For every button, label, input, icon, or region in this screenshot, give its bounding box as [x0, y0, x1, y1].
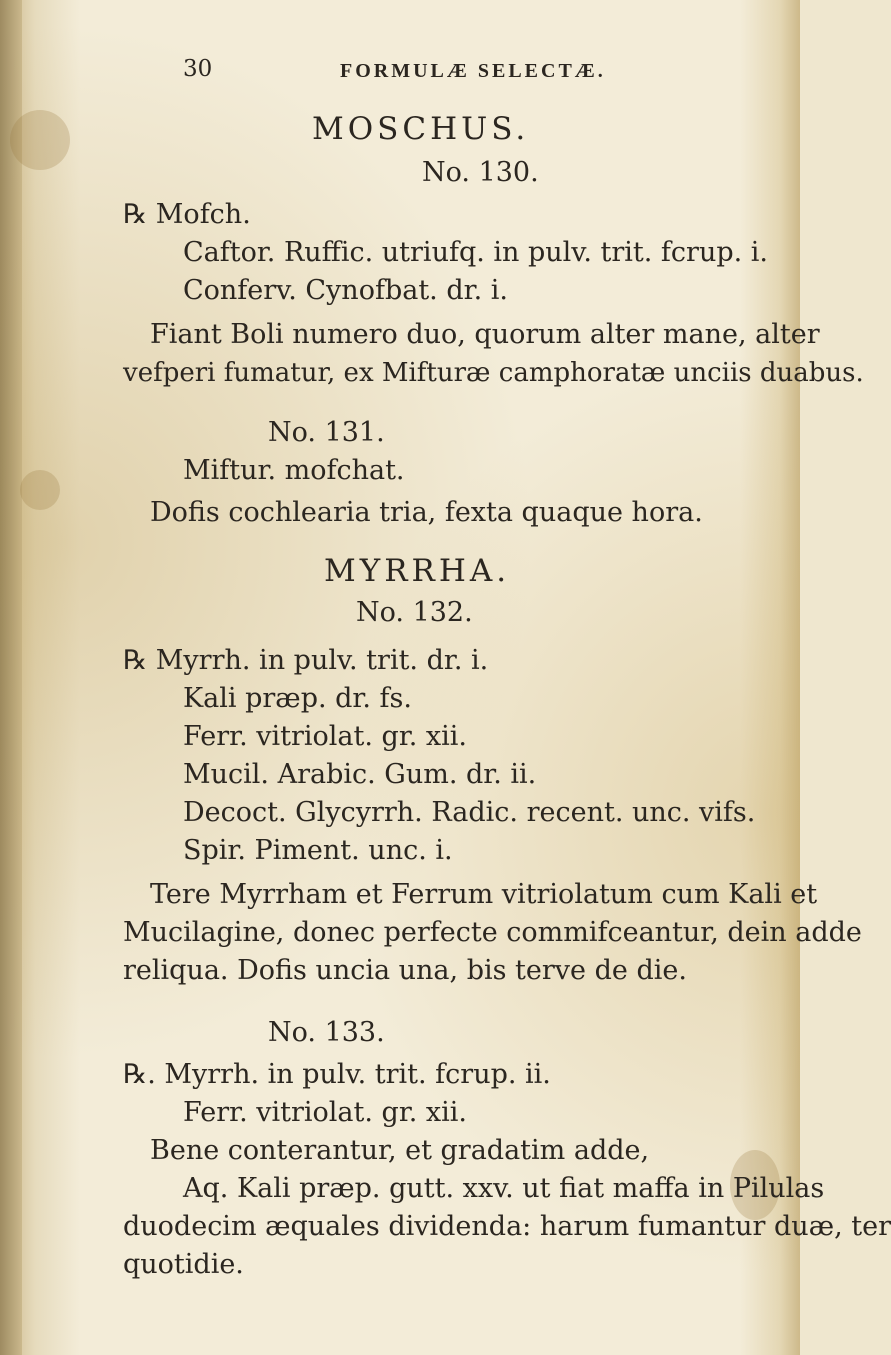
- page-number: 30: [183, 56, 213, 82]
- section-heading-moschus: MOSCHUS.: [312, 111, 530, 147]
- recipe-line: Mucil. Arabic. Gum. dr. ii.: [183, 759, 537, 790]
- recipe-line: ℞ Myrrh. in pulv. trit. dr. i.: [123, 645, 489, 676]
- recipe-line: Ferr. vitriolat. gr. xii.: [183, 1097, 468, 1128]
- recipe-text: Mucilagine, donec perfecte commifceantur, dein adde: [123, 917, 862, 948]
- recipe-line: Decoct. Glycyrrh. Radic. recent. unc. vifs.: [183, 797, 756, 828]
- recipe-text: vefperi fumatur, ex Mifturæ camphoratæ unciis duabus.: [123, 358, 864, 388]
- page-gutter-shadow: [0, 0, 22, 1355]
- paper-stain: [20, 470, 60, 510]
- recipe-line: Caftor. Ruffic. utriufq. in pulv. trit. fcrup. i.: [183, 237, 769, 268]
- recipe-text: reliqua. Dofis uncia una, bis terve de die.: [123, 955, 687, 986]
- recipe-number: No. 132.: [356, 597, 473, 628]
- paper-stain: [10, 110, 70, 170]
- recipe-line: Spir. Piment. unc. i.: [183, 835, 453, 866]
- section-heading-myrrha: MYRRHA.: [324, 553, 511, 589]
- recipe-text: Aq. Kali præp. gutt. xxv. ut fiat maffa in Pilulas: [183, 1173, 825, 1204]
- recipe-text: Bene conterantur, et gradatim adde,: [150, 1135, 650, 1166]
- recipe-text: duodecim æquales dividenda: harum fumantur duæ, ter: [123, 1211, 891, 1242]
- running-title: FORMULÆ SELECTÆ.: [340, 60, 606, 82]
- recipe-line: Conferv. Cynofbat. dr. i.: [183, 275, 508, 306]
- recipe-line: Ferr. vitriolat. gr. xii.: [183, 721, 468, 752]
- recipe-text: Tere Myrrham et Ferrum vitriolatum cum Kali et: [150, 879, 818, 910]
- recipe-text: Dofis cochlearia tria, fexta quaque hora.: [150, 497, 703, 528]
- recipe-line: Kali præp. dr. fs.: [183, 683, 412, 714]
- recipe-number: No. 130.: [422, 157, 539, 188]
- recipe-line: Miftur. mofchat.: [183, 455, 405, 486]
- recipe-text: quotidie.: [123, 1249, 244, 1280]
- recipe-text: Fiant Boli numero duo, quorum alter mane, alter: [150, 319, 820, 350]
- recipe-number: No. 133.: [268, 1017, 385, 1048]
- recipe-number: No. 131.: [268, 417, 385, 448]
- recipe-line: ℞ Mofch.: [123, 199, 251, 230]
- recipe-line: ℞. Myrrh. in pulv. trit. fcrup. ii.: [123, 1059, 551, 1090]
